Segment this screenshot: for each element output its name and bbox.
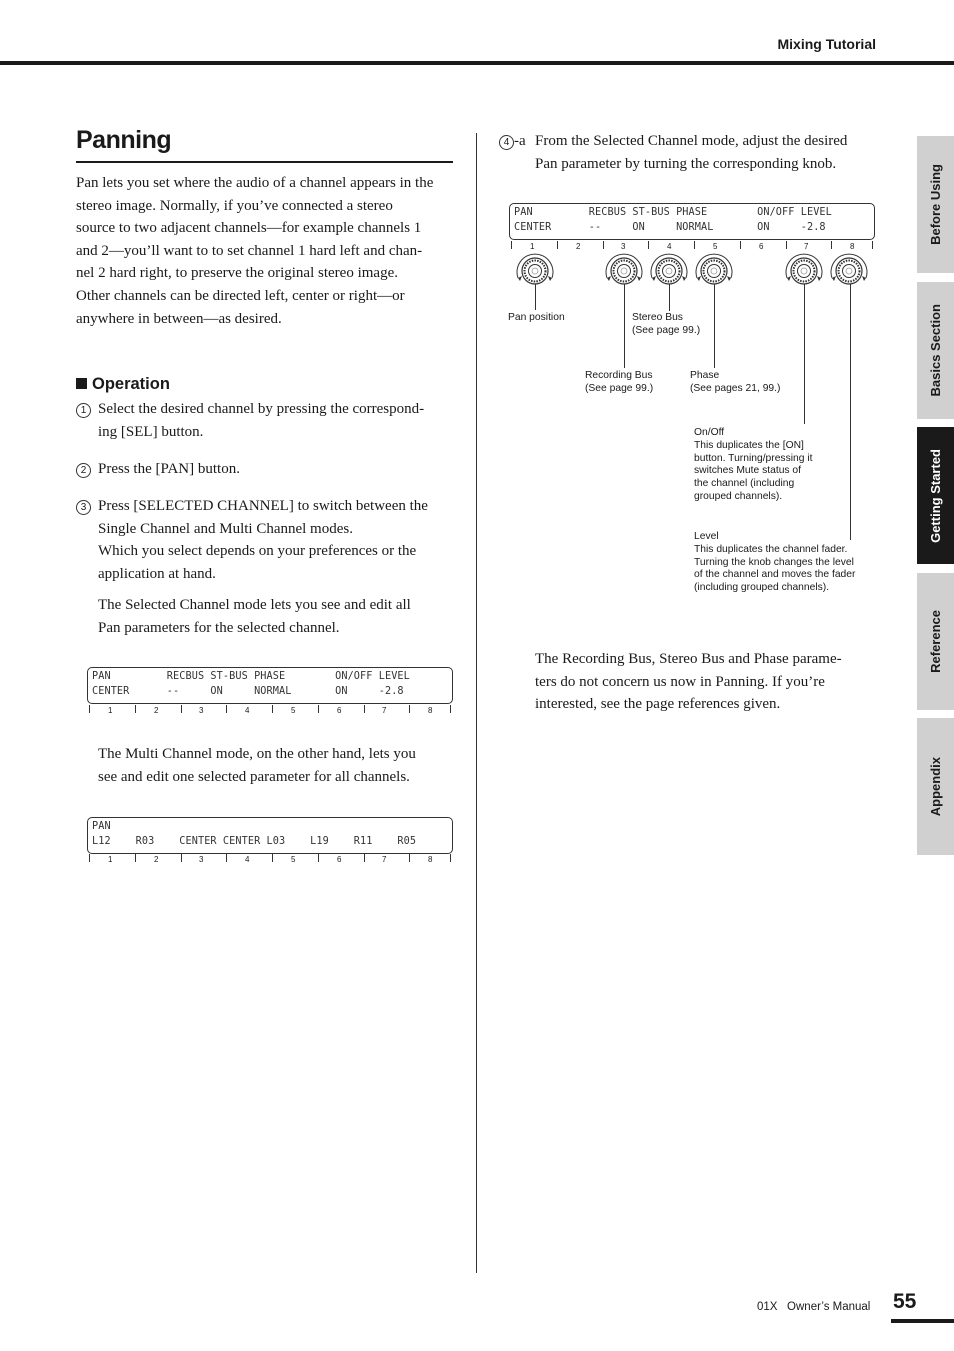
lcd-row: PAN RECBUS ST-BUS PHASE ON/OFF LEVEL [92,671,410,682]
knob-8[interactable] [831,254,867,284]
knob-row [505,250,885,295]
callout-line: Turning the knob changes the level [694,556,854,568]
channel-number: 8 [850,242,855,251]
strip-tick [511,241,512,249]
tab-label: Appendix [928,756,943,817]
callout-line: This duplicates the [ON] [694,439,804,451]
callout-line: grouped channels). [694,490,783,502]
strip-tick [364,705,365,713]
leader-line [804,284,805,424]
text-line: source to two adjacent channels—for example channels 1 [76,220,422,237]
text-line: The Multi Channel mode, on the other hand, lets you [98,746,416,762]
text-line: Select the desired channel by pressing the correspond- [98,401,425,417]
knob-1[interactable] [517,254,553,284]
step-3-text [98,495,454,585]
strip-tick [318,705,319,713]
channel-number: 6 [337,855,342,864]
callout-line: This duplicates the channel fader. [694,543,848,555]
page-title: Panning [76,126,172,154]
callout-line: On/Off [694,427,725,438]
text-line: interested, see the page references given. [535,696,781,713]
leader-line [624,284,625,368]
strip-tick [409,854,410,862]
operation-heading-text: Operation [92,375,170,393]
channel-number: 7 [804,242,809,251]
callout-line: Phase [690,370,720,381]
step-2-text [98,458,454,481]
lcd-row: PAN [92,821,111,832]
text-line: Press the [PAN] button. [98,461,240,477]
step-number: 4 [499,135,514,150]
channel-number: 4 [667,242,672,251]
strip-tick [364,854,365,862]
strip-tick [89,705,90,713]
text-line: From the Selected Channel mode, adjust the desired [535,133,848,149]
callout-recording-bus [585,370,653,396]
knob-4[interactable] [651,254,687,284]
step-1-text [98,398,454,443]
channel-number: 4 [245,706,250,715]
leader-line [669,284,670,311]
callout-line: button. Turning/pressing it [694,452,813,464]
leader-line [714,284,715,368]
channel-number: 6 [759,242,764,251]
callout-phase [690,370,780,396]
operation-heading [76,375,170,394]
callout-line: the channel (including [694,478,795,490]
text-line: Pan parameter by turning the corresponding knob. [535,155,837,172]
strip-tick [450,705,451,713]
text-line: and 2—you’ll want to to set channel 1 hard left and chan- [76,242,423,259]
channel-number: 6 [337,706,342,715]
strip-tick [872,241,873,249]
callout-level [694,531,855,595]
knob-7[interactable] [786,254,822,284]
text-line: Other channels can be directed left, center or right—or [76,287,405,304]
lcd-diagram [509,203,875,240]
lcd-row: CENTER -- ON NORMAL ON -2.8 [92,686,404,697]
lcd-row: L12 R03 CENTER CENTER L03 L19 R11 R05 [92,836,417,847]
tab-reference[interactable] [917,573,954,710]
tab-label: Reference [928,610,943,673]
channel-number: 7 [382,855,387,864]
text-line: ing [SEL] button. [98,423,204,440]
tab-label: Basics Section [928,304,943,397]
channel-number: 5 [713,242,718,251]
channel-number: 4 [245,855,250,864]
text-line: see and edit one selected parameter for all channels. [98,768,410,785]
callout-pan-position: Pan position [508,312,565,323]
strip-tick [181,705,182,713]
text-line: application at hand. [98,565,216,582]
strip-tick [226,854,227,862]
strip-tick [89,854,90,862]
lcd-multi-channel [87,817,453,854]
lcd-selected-channel [87,667,453,704]
tab-getting-started[interactable] [917,427,954,564]
knob-3[interactable] [606,254,642,284]
tab-appendix[interactable] [917,718,954,855]
step-number: 3 [76,500,91,515]
channel-number: 5 [291,706,296,715]
channel-number: 8 [428,855,433,864]
callout-line: of the channel and moves the fader [694,569,856,581]
callout-line: Stereo Bus [632,312,683,323]
strip-tick [740,241,741,249]
callout-line: Recording Bus [585,370,653,381]
channel-number: 1 [530,242,535,251]
square-bullet-icon [76,378,87,389]
channel-number: 2 [154,855,159,864]
callout-line: (See page 99.) [585,382,654,394]
text-line: The Selected Channel mode lets you see and edit all [98,597,411,613]
text-line: Pan lets you set where the audio of a channel appears in the [76,175,434,191]
strip-tick [181,854,182,862]
step-number: 1 [76,403,91,418]
lcd-row: CENTER -- ON NORMAL ON -2.8 [514,222,826,233]
channel-number: 7 [382,706,387,715]
title-rule [76,161,453,163]
callout-stereo-bus [632,312,700,338]
strip-tick [135,705,136,713]
knob-5[interactable] [696,254,732,284]
text-line: Single Channel and Multi Channel modes. [98,520,353,537]
strip-tick [786,241,787,249]
callout-line: switches Mute status of [694,465,802,477]
strip-tick [226,705,227,713]
intro-paragraph [76,172,456,330]
strip-tick [557,241,558,249]
tab-basics-section[interactable] [917,282,954,419]
strip-tick [450,854,451,862]
text-line: nel 2 hard right, to preserve the original stereo image. [76,265,398,282]
text-line: ters do not concern us now in Panning. If you’re [535,673,825,690]
callout-line: (See pages 21, 99.) [690,382,781,394]
callout-line: Level [694,531,719,542]
strip-tick [272,854,273,862]
strip-tick [409,705,410,713]
multi-mode-paragraph [98,743,454,788]
strip-tick [694,241,695,249]
channel-strip-ticks [87,854,453,868]
channel-number: 2 [576,242,581,251]
strip-tick [135,854,136,862]
step-number: 2 [76,463,91,478]
strip-tick [603,241,604,249]
running-header: Mixing Tutorial [777,36,876,52]
text-line: Pan parameters for the selected channel. [98,619,340,636]
callout-onoff [694,427,813,504]
channel-number: 3 [199,706,204,715]
text-line: The Recording Bus, Stereo Bus and Phase parame- [535,651,842,667]
channel-number: 2 [154,706,159,715]
footer-manual-title: 01X Owner’s Manual [757,1301,871,1313]
text-line: Which you select depends on your preferences or the [98,543,417,560]
text-line: anywhere in between—as desired. [76,310,282,327]
channel-number: 3 [621,242,626,251]
strip-tick [318,854,319,862]
page-number: 55 [893,1290,917,1313]
leader-line [535,284,536,310]
channel-number: 5 [291,855,296,864]
channel-number: 1 [108,706,113,715]
tab-label: Getting Started [928,448,943,543]
tab-label: Before Using [928,164,943,245]
callout-line: (See page 99.) [632,324,701,336]
text-line: Press [SELECTED CHANNEL] to switch between the [98,498,428,514]
selected-mode-paragraph [98,594,454,639]
channel-number: 3 [199,855,204,864]
text-line: stereo image. Normally, if you’ve connected a stereo [76,197,393,214]
lcd-row: PAN RECBUS ST-BUS PHASE ON/OFF LEVEL [514,207,832,218]
callout-line: (including grouped channels). [694,582,830,594]
step-suffix: -a [514,133,526,149]
strip-tick [272,705,273,713]
header-rule [0,61,954,65]
strip-tick [648,241,649,249]
footer-rule [891,1319,954,1323]
step-4a-text [535,130,895,175]
closing-paragraph [535,648,895,716]
channel-strip-ticks [87,705,453,719]
tab-before-using[interactable] [917,136,954,273]
channel-number: 1 [108,855,113,864]
strip-tick [831,241,832,249]
column-divider [476,133,477,1273]
leader-line [850,284,851,540]
channel-number: 8 [428,706,433,715]
